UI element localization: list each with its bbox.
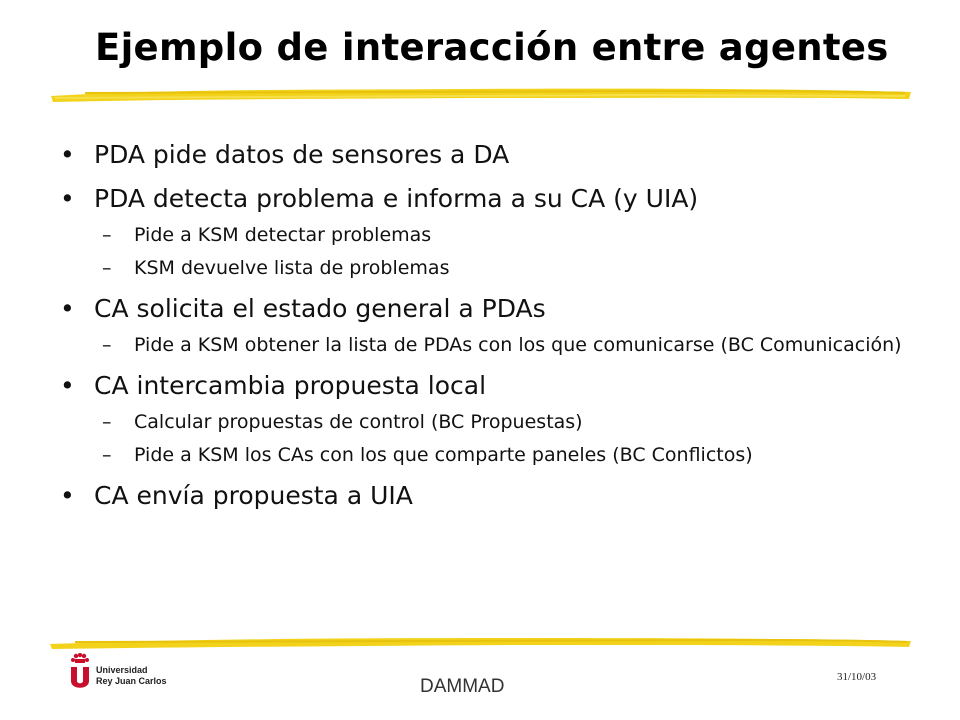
title-underline-stroke [45, 80, 915, 106]
sub-bullet-item [60, 333, 920, 358]
bullet-item [60, 138, 920, 171]
bullet-dot-icon: • [60, 294, 75, 323]
dash-icon: – [102, 224, 112, 246]
sub-bullet-item [60, 256, 920, 281]
university-logo [66, 653, 166, 691]
bullet-text: CA solicita el estado general a PDAs [94, 294, 546, 323]
sub-bullet-text: Pide a KSM los CAs con los que comparte paneles (BC Conflictos) [134, 444, 753, 466]
bullet-dot-icon: • [60, 140, 75, 169]
university-crest-icon [66, 653, 94, 691]
bullet-text: CA envía propuesta a UIA [94, 481, 413, 510]
bullet-text: PDA pide datos de sensores a DA [94, 140, 510, 169]
bullet-text: CA intercambia propuesta local [94, 371, 487, 400]
sub-bullet-item [60, 223, 920, 248]
dash-icon: – [102, 411, 112, 433]
bullet-dot-icon: • [60, 184, 75, 213]
footer-label: DAMMAD [420, 676, 505, 697]
university-name-line1: Universidad [96, 665, 148, 675]
slide-title: Ejemplo de interacción entre agentes [95, 26, 889, 69]
dash-icon: – [102, 257, 112, 279]
sub-bullet-text: Pide a KSM detectar problemas [134, 224, 432, 246]
sub-bullet-text: Calcular propuestas de control (BC Propuestas) [134, 411, 583, 433]
sub-bullet-text: Pide a KSM obtener la lista de PDAs con los que comunicarse (BC Comunicación) [134, 334, 902, 356]
bullet-text: PDA detecta problema e informa a su CA (y UIA) [94, 184, 699, 213]
university-name [96, 665, 167, 687]
footer-divider-stroke [45, 630, 915, 652]
bullet-list [60, 138, 920, 512]
bullet-item [60, 369, 920, 402]
bullet-item [60, 292, 920, 325]
bullet-item [60, 479, 920, 512]
bullet-dot-icon: • [60, 371, 75, 400]
sub-bullet-text: KSM devuelve lista de problemas [134, 257, 450, 279]
bullet-dot-icon: • [60, 481, 75, 510]
dash-icon: – [102, 444, 112, 466]
university-name-line2: Rey Juan Carlos [96, 676, 167, 686]
sub-bullet-item [60, 410, 920, 435]
bullet-item [60, 182, 920, 215]
footer-date: 31/10/03 [837, 671, 877, 683]
sub-bullet-item [60, 443, 920, 468]
dash-icon: – [102, 334, 112, 356]
